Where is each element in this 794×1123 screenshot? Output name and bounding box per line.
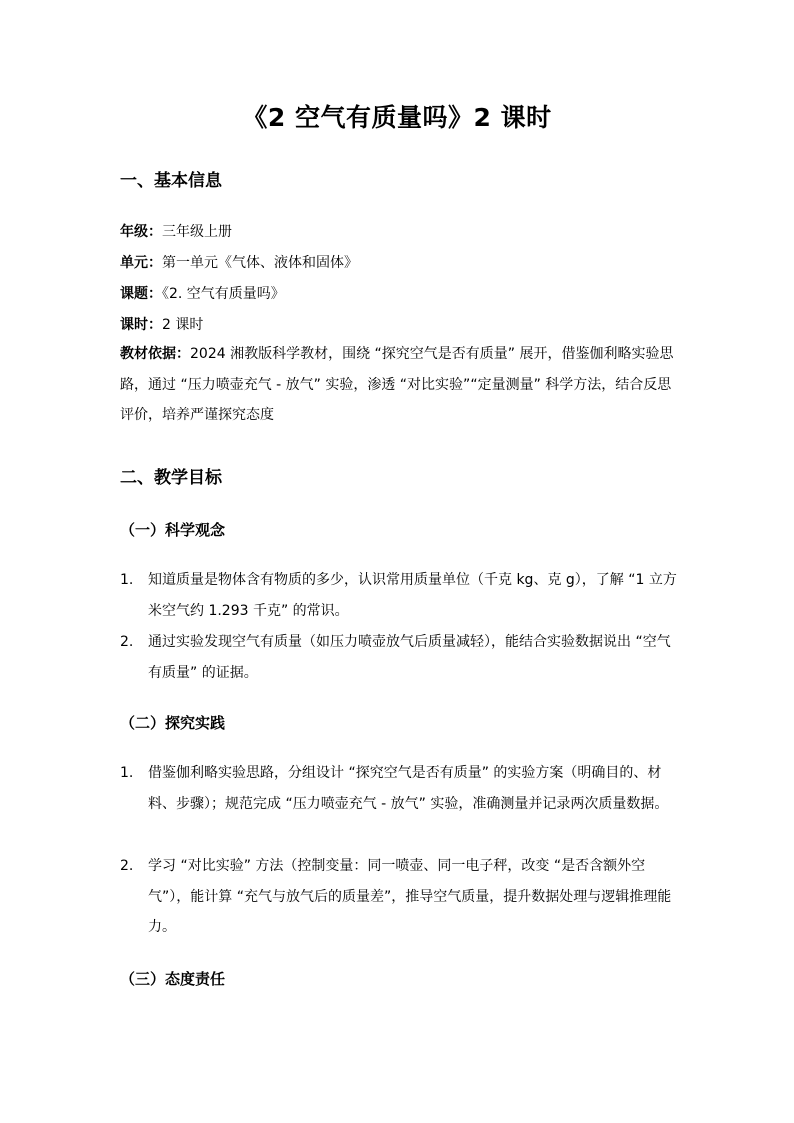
hours-line (120, 316, 680, 335)
unit-line (120, 254, 680, 273)
hours-label: 课时： (120, 317, 162, 333)
textbook-basis-paragraph (120, 339, 680, 431)
subsection-heading-attitude-responsibility: （三）态度责任 (120, 970, 226, 988)
grade-label: 年级： (120, 224, 162, 240)
list-item (120, 758, 680, 819)
subsection-heading-inquiry-practice: （二）探究实践 (120, 714, 226, 732)
hours-value: 2 课时 (162, 317, 204, 333)
list-item-number: 2. (120, 634, 134, 650)
list-item-text: 借鉴伽利略实验思路，分组设计 “探究空气是否有质量” 的实验方案（明确目的、材料、步骤）；规范完成 “压力喷壶充气 - 放气” 实验，准确测量并记录两次质量数据。 (148, 765, 669, 812)
list-item (120, 851, 680, 943)
subsection-heading-science-concepts: （一）科学观念 (120, 521, 226, 539)
list-item-number: 2. (120, 858, 134, 874)
topic-label: 课题： (120, 286, 162, 302)
grade-value: 三年级上册 (162, 224, 232, 240)
list-item-text: 知道质量是物体含有物质的多少，认识常用质量单位（千克 kg、克 g），了解 “1 立方米空气约 1.293 千克” 的常识。 (148, 572, 677, 619)
topic-value: 《2. 空气有质量吗》 (162, 286, 285, 302)
section-heading-teaching-goals: 二、教学目标 (120, 468, 222, 488)
list-item-text: 通过实验发现空气有质量（如压力喷壶放气后质量减轻），能结合实验数据说出 “空气有质量” 的证据。 (148, 634, 671, 681)
list-item-number: 1. (120, 765, 134, 781)
topic-line (120, 285, 680, 304)
section-heading-basic-info: 一、基本信息 (120, 171, 222, 191)
list-item-text: 学习 “对比实验” 方法（控制变量：同一喷壶、同一电子秤，改变 “是否含额外空气”），能计算 “充气与放气后的质量差”，推导空气质量，提升数据处理与逻辑推理能力。 (148, 858, 672, 935)
grade-line (120, 223, 680, 242)
unit-value: 第一单元《气体、液体和固体》 (162, 255, 358, 271)
list-item (120, 565, 680, 626)
basis-value: 2024 湘教版科学教材，围绕 “探究空气是否有质量” 展开，借鉴伽利略实验思路，通过 “压力喷壶充气 - 放气” 实验，渗透 “对比实验”“定量测量” 科学方法，结合反思评价，培养严谨探究态度 (120, 346, 674, 423)
list-item (120, 627, 680, 688)
document-title: 《2 空气有质量吗》2 课时 (242, 103, 552, 132)
list-item-number: 1. (120, 572, 134, 588)
unit-label: 单元： (120, 255, 162, 271)
basis-label: 教材依据： (120, 346, 190, 362)
